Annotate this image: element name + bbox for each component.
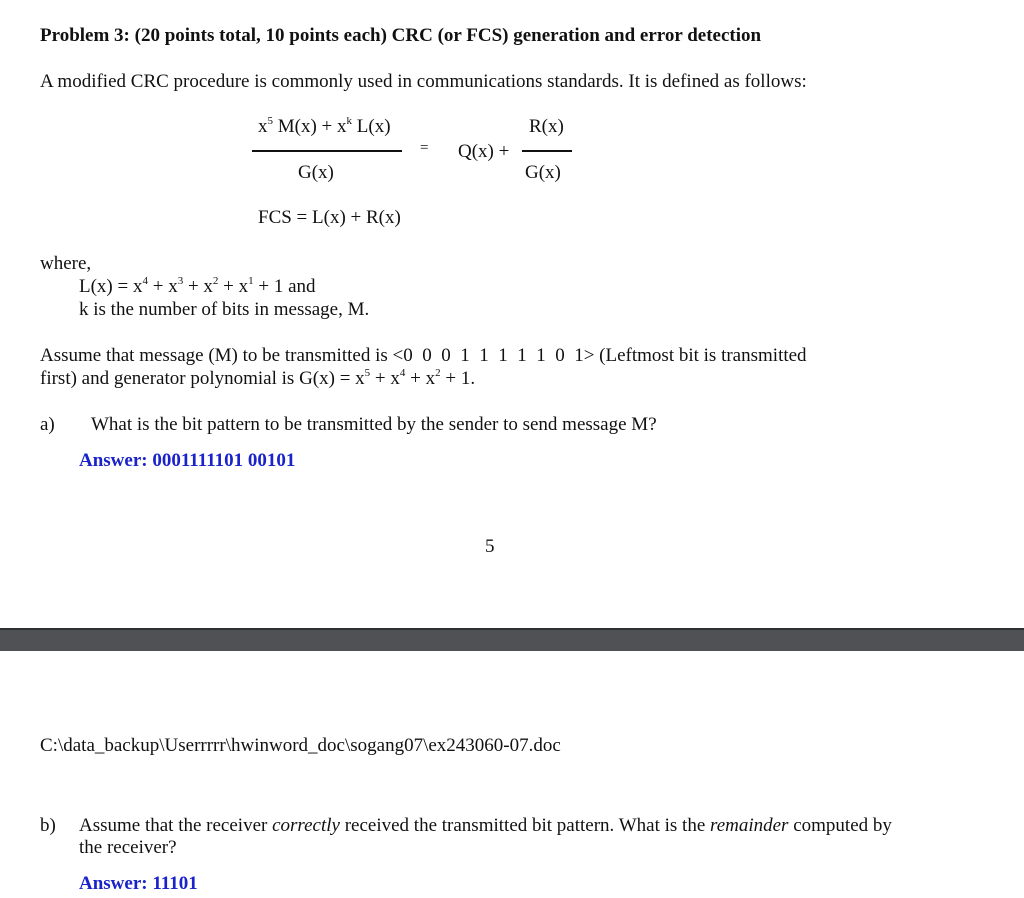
equation-numerator: $x^5$ $M(x) + x^k$ L(x) [258,115,391,137]
question-b-label: b) [40,815,56,836]
fraction-line-right [522,150,572,152]
equals-sign: = [420,140,429,156]
lx-definition: $L(x) = x^4 + x^3 + x^2 + x^1 + 1$ and [79,275,316,297]
intro-text: A modified CRC procedure is commonly used in communications standards. It is defined as follows: [40,71,807,92]
question-a-text: What is the bit pattern to be transmitted by the sender to send message M? [91,414,657,435]
problem-title: Problem 3: (20 points total, 10 points each) CRC (or FCS) generation and error detection [40,25,762,46]
remainder-numerator: R(x) [529,116,564,137]
page-separator [0,628,1024,651]
quotient-term: Q(x) + [458,141,510,162]
page-number: 5 [485,536,495,557]
assume-line-1: Assume that message (M) to be transmitted is <0 0 0 1 1 1 1 1 0 1> (Leftmost bit is transmitted [40,345,807,366]
remainder-denominator: G(x) [525,162,561,183]
answer-b: Answer: 11101 [79,873,198,894]
equation-denominator: G(x) [298,162,334,183]
file-path-header: C:\data_backup\Userrrrr\hwinword_doc\sogang07\ex243060-07.doc [40,735,561,756]
fraction-line-left [252,150,402,152]
where-label: where, [40,253,92,274]
question-a-label: a) [40,414,55,435]
answer-a: Answer: 0001111101 00101 [79,450,296,471]
question-b-text-line2: the receiver? [79,837,177,858]
k-definition: k is the number of bits in message, M. [79,299,370,320]
fcs-equation: FCS = L(x) + R(x) [258,207,401,228]
question-b-text: Assume that the receiver correctly received the transmitted bit pattern. What is the remainder computed by [79,815,892,836]
assume-line-2: first) and generator polynomial is $G(x) = x^5 + x^4 + x^2 + 1$. [40,367,476,389]
